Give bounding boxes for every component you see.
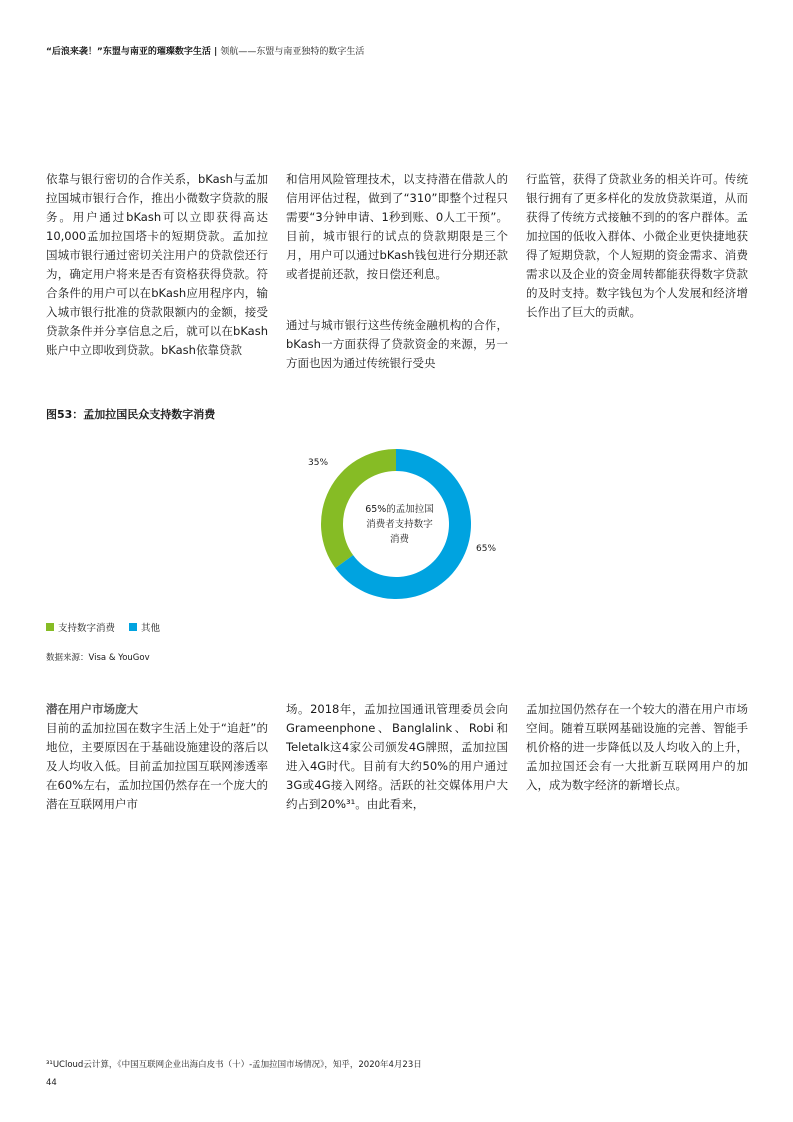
bottom-column-3: 孟加拉国仍然存在一个较大的潜在用户市场空间。随着互联网基础设施的完善、智能手机价格的进一步降低以及人均收入的上升，孟加拉国还会有一大批新互联网用户的加入，成为数字经济的新增长点。 <box>526 702 748 792</box>
section-title: 潜在用户市场庞大 <box>46 702 138 716</box>
legend-swatch-support <box>46 623 54 631</box>
legend-label-other: 其他 <box>141 623 161 634</box>
top-column-1: 依靠与银行密切的合作关系，bKash与孟加拉国城市银行合作，推出小微数字贷款的服务。用户通过bKash可以立即获得高达10,000孟加拉国塔卡的短期贷款。孟加拉国城市银行通过密切关注用户的贷款偿还行为，确定用户将来是否有资格获得贷款。符合条件的用户可以在bKash应用程序内，输入城市银行批准的贷款限额内的金额，接受贷款条件并分享信息之后，就可以在bKash账户中立即收到贷款。bKash依靠贷款 <box>46 172 268 357</box>
top-column-2-para-2: 通过与城市银行这些传统金融机构的合作，bKash一方面获得了贷款资金的来源，另一方面也因为通过传统银行受央 <box>286 318 508 370</box>
slice-label-support: 35% <box>308 458 329 468</box>
bottom-column-2: 场。2018年，孟加拉国通讯管理委员会向Grameenphone、Banglalink、Robi和Teletalk这4家公司颁发4G牌照，孟加拉国进入4G时代。目前有大约50%的用户通过3G或4G接入网络。活跃的社交媒体用户大约占到20%³¹。由此看来， <box>286 702 508 811</box>
top-column-2-para-1: 和信用风险管理技术，以支持潜在借款人的信用评估过程，做到了“310”即整个过程只需要“3分钟申请、1秒到账、0人工干预”。目前，城市银行的试点的贷款期限是三个月，用户可以通过bKash钱包进行分期还款或者提前还款，按日偿还利息。 <box>286 172 508 281</box>
legend-label-support: 支持数字消费 <box>58 623 116 634</box>
header-separator: | <box>210 47 221 57</box>
legend-swatch-other <box>129 623 137 631</box>
bottom-column-1-text: 目前的孟加拉国在数字生活上处于“追赶”的地位，主要原因在于基础设施建设的落后以及人均收入低。目前孟加拉国互联网渗透率在60%左右，孟加拉国仍然存在一个庞大的潜在互联网用户市 <box>46 721 268 811</box>
running-header <box>46 44 364 57</box>
header-subtitle: 领航——东盟与南亚独特的数字生活 <box>220 47 365 57</box>
slice-label-other: 65% <box>476 544 497 554</box>
figure-title: 图53：孟加拉国民众支持数字消费 <box>46 408 216 421</box>
bottom-column-1 <box>46 700 268 814</box>
footnote: ³¹UCloud云计算，《中国互联网企业出海白皮书（十）-孟加拉国市场情况》，知乎，2020年4月23日 <box>46 1060 422 1070</box>
donut-center-label: 65%的孟加拉国消费者支持数字消费 <box>365 504 434 545</box>
donut-chart <box>300 440 520 615</box>
top-column-3: 行监管，获得了贷款业务的相关许可。传统银行拥有了更多样化的发放贷款渠道，从而获得了传统方式接触不到的的客户群体。孟加拉国的低收入群体、小微企业更快捷地获得了短期贷款，个人短期的资金需求、消费需求以及企业的资金周转都能获得数字贷款的及时支持。数字钱包为个人发展和经济增长作出了巨大的贡献。 <box>526 172 748 319</box>
chart-legend <box>46 620 160 634</box>
page-number: 44 <box>46 1078 57 1088</box>
figure-source: 数据来源：Visa & YouGov <box>46 653 150 663</box>
header-title: “后浪来袭！”东盟与南亚的璀璨数字生活 <box>46 47 211 57</box>
